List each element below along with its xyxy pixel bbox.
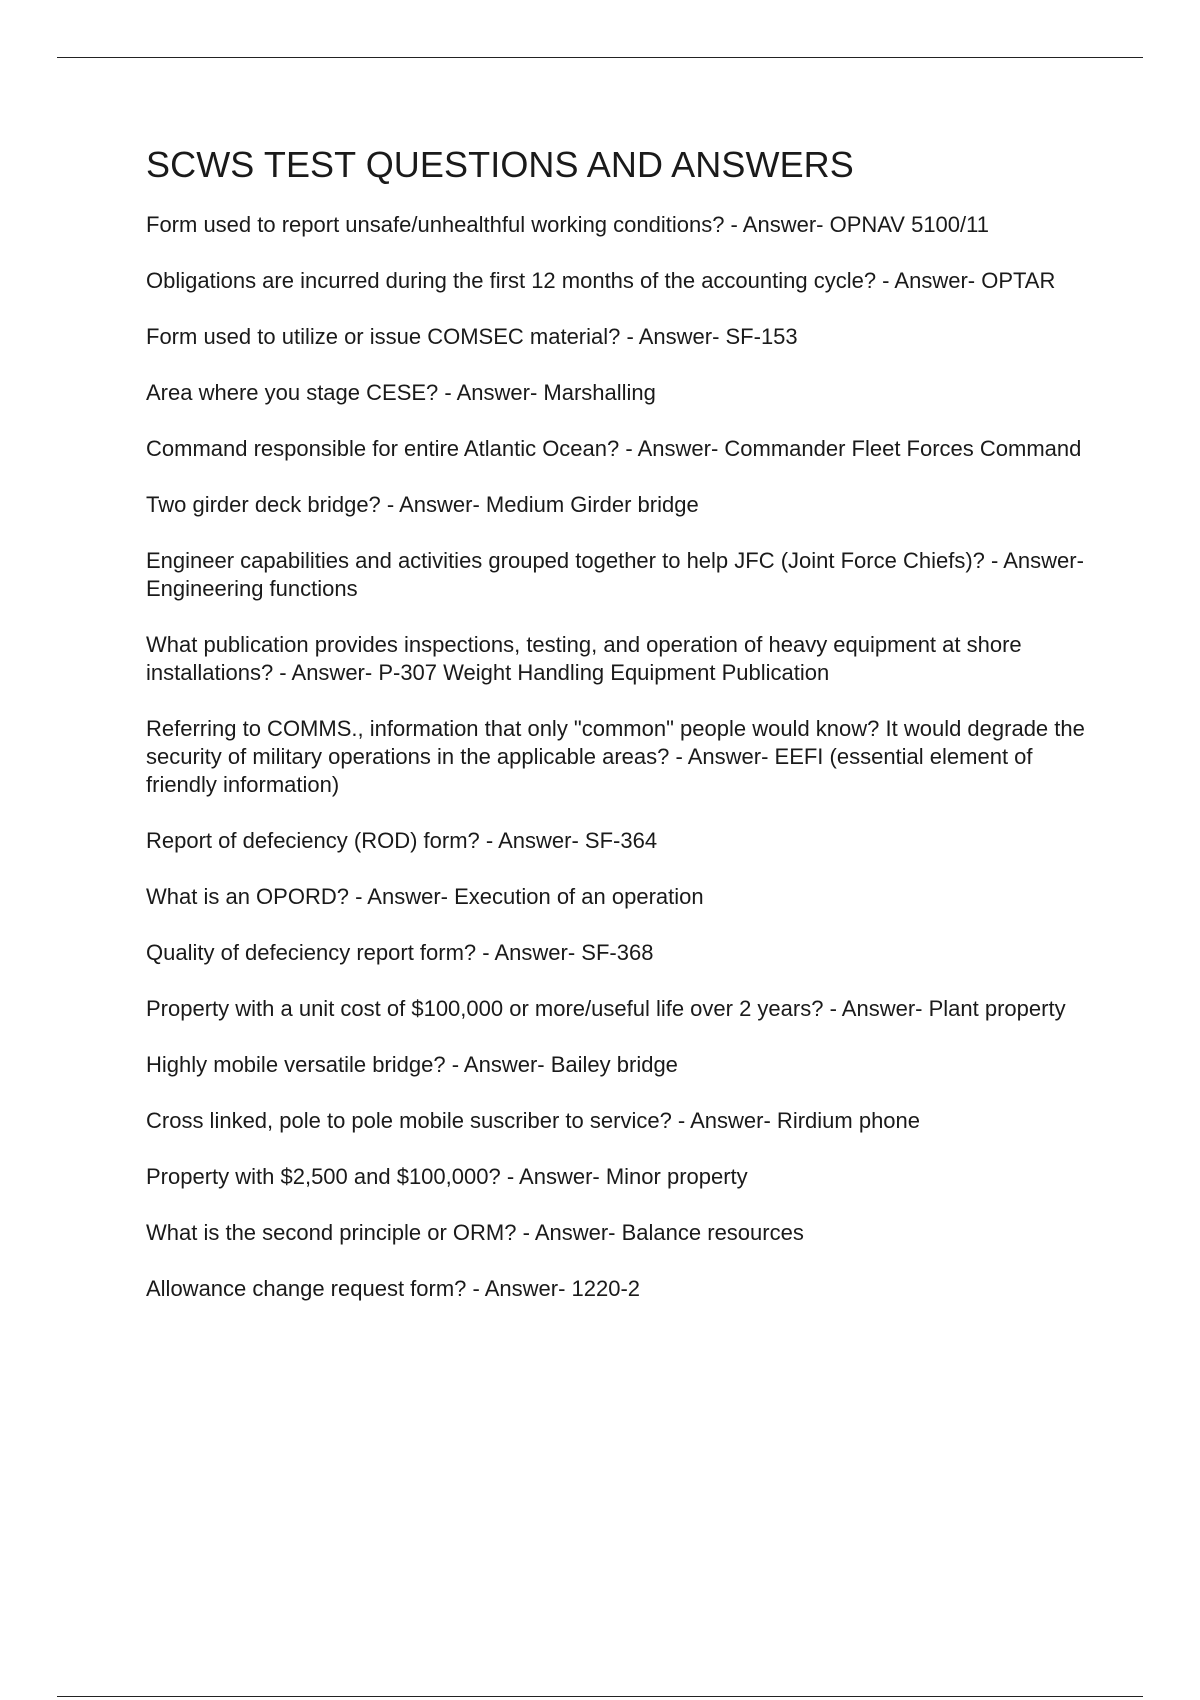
qa-item: What is the second principle or ORM? - Answer- Balance resources	[146, 1220, 804, 1245]
qa-item: Command responsible for entire Atlantic Ocean? - Answer- Commander Fleet Forces Command	[146, 436, 1082, 461]
qa-item: Cross linked, pole to pole mobile suscriber to service? - Answer- Rirdium phone	[146, 1108, 921, 1133]
qa-item: Form used to utilize or issue COMSEC material? - Answer- SF-153	[146, 324, 798, 349]
qa-item: Referring to COMMS., information that only "common" people would know? It would degrade the security of military operations in the applicable areas? - Answer- EEFI (essential element of friendly information)	[146, 716, 1085, 797]
qa-item: Property with a unit cost of $100,000 or more/useful life over 2 years? - Answer- Plant property	[146, 996, 1066, 1021]
qa-item: Form used to report unsafe/unhealthful working conditions? - Answer- OPNAV 5100/11	[146, 212, 989, 237]
document-title: SCWS TEST QUESTIONS AND ANSWERS	[146, 144, 854, 185]
qa-item: What is an OPORD? - Answer- Execution of an operation	[146, 884, 704, 909]
qa-item: Property with $2,500 and $100,000? - Answer- Minor property	[146, 1164, 748, 1189]
qa-item: Allowance change request form? - Answer- 1220-2	[146, 1276, 641, 1301]
qa-item: Obligations are incurred during the first 12 months of the accounting cycle? - Answer- OPTAR	[146, 268, 1056, 293]
qa-item: Quality of defeciency report form? - Answer- SF-368	[146, 940, 654, 965]
qa-item: Two girder deck bridge? - Answer- Medium Girder bridge	[146, 492, 699, 517]
qa-item: Report of defeciency (ROD) form? - Answer- SF-364	[146, 828, 658, 853]
top-rule	[57, 57, 1143, 58]
qa-item: Area where you stage CESE? - Answer- Marshalling	[146, 380, 656, 405]
qa-item: What publication provides inspections, testing, and operation of heavy equipment at shore installations? - Answer- P-307 Weight Handling Equipment Publication	[146, 632, 1022, 685]
document-body	[146, 143, 1086, 1331]
qa-item: Highly mobile versatile bridge? - Answer- Bailey bridge	[146, 1052, 678, 1077]
qa-item: Engineer capabilities and activities grouped together to help JFC (Joint Force Chiefs)? - Answer- Engineering functions	[146, 548, 1084, 601]
qa-list	[146, 211, 1086, 1303]
bottom-rule	[57, 1696, 1143, 1697]
